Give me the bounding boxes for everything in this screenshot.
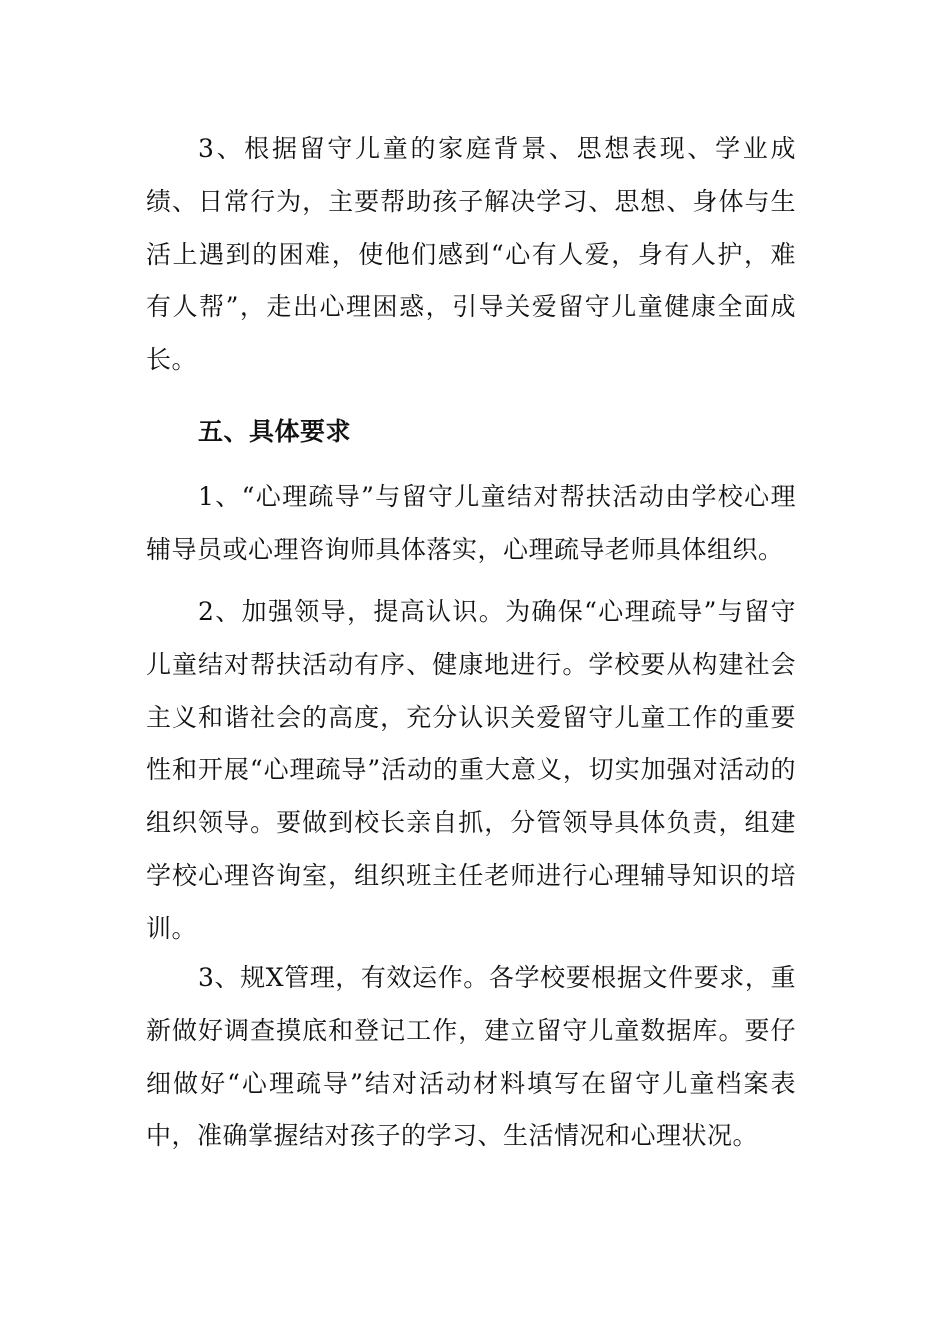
paragraph-requirement-2: 2、加强领导，提高认识。为确保“心理疏导”与留守儿童结对帮扶活动有序、健康地进行。学校要从构建社会主义和谐社会的高度，充分认识关爱留守儿童工作的重要性和开展“心理疏导”活动的重大意义，切实加强对活动的组织领导。要做到校长亲自抓，分管领导具体负责，组建学校心理咨询室，组织班主任老师进行心理辅导知识的培训。: [146, 597, 796, 943]
section-heading-requirements: 五、具体要求: [198, 417, 352, 446]
paragraph-requirement-3: 3、规X管理，有效运作。各学校要根据文件要求，重新做好调查摸底和登记工作，建立留守儿童数据库。要仔细做好“心理疏导”结对活动材料填写在留守儿童档案表中，准确掌握结对孩子的学习、生活情况和心理状况。: [146, 963, 796, 1151]
paragraph-goal-3: 3、根据留守儿童的家庭背景、思想表现、学业成绩、日常行为，主要帮助孩子解决学习、思想、身体与生活上遇到的困难，使他们感到“心有人爱，身有人护，难有人帮”，走出心理困惑，引导关爱留守儿童健康全面成长。: [146, 134, 796, 375]
paragraph-requirement-1: 1、“心理疏导”与留守儿童结对帮扶活动由学校心理辅导员或心理咨询师具体落实，心理疏导老师具体组织。: [146, 482, 796, 564]
